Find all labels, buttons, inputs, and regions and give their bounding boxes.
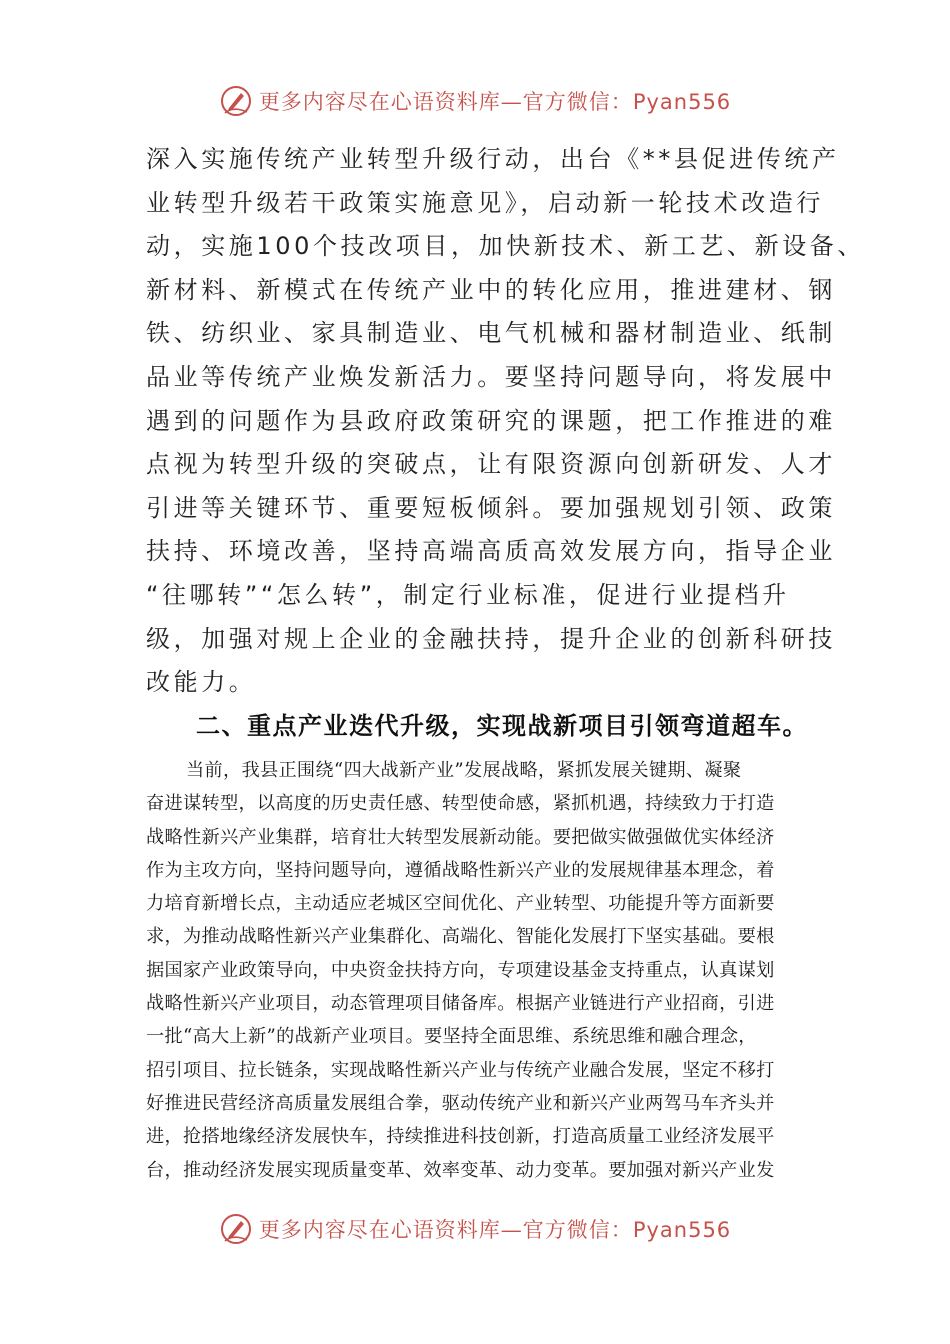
text-line: 奋进谋转型，以高度的历史责任感、转型使命感，紧抓机遇，持续致力于打造 — [146, 793, 775, 815]
text-line: 进，抢搭地缘经济发展快车，持续推进科技创新，打造高质量工业经济发展平 — [146, 1126, 775, 1148]
watermark-text: 更多内容尽在心语资料库—官方微信：Pyan556 — [258, 1218, 732, 1242]
text-line: 品业等传统产业焕发新活力。要坚持问题导向，将发展中 — [146, 362, 836, 391]
text-line: 级，加强对规上企业的金融扶持，提升企业的创新科研技 — [146, 624, 836, 653]
text-line: 求，为推动战略性新兴产业集群化、高端化、智能化发展打下坚实基础。要根 — [146, 926, 775, 948]
watermark-handle: Pyan556 — [632, 1218, 732, 1242]
text-line: 遇到的问题作为县政府政策研究的课题，把工作推进的难 — [146, 406, 836, 435]
paragraph-emerging-industry — [146, 754, 806, 1187]
text-line: 动，实施100个技改项目，加快新技术、新工艺、新设备、 — [146, 232, 866, 261]
pen-nib-circle-icon — [219, 84, 253, 118]
footer-watermark — [0, 1212, 950, 1246]
text-line: 据国家产业政策导向，中央资金扶持方向，专项建设基金支持重点，认真谋划 — [146, 959, 775, 981]
section-heading: 二、重点产业迭代升级，实现战新项目引领弯道超车。 — [196, 712, 808, 740]
text-line: 铁、纺织业、家具制造业、电气机械和器材制造业、纸制 — [146, 319, 836, 348]
header-watermark — [0, 84, 950, 118]
text-line: 战略性新兴产业项目，动态管理项目储备库。根据产业链进行产业招商，引进 — [146, 993, 775, 1015]
text-line: 一批“高大上新”的战新产业项目。要坚持全面思维、系统思维和融合理念， — [146, 1026, 757, 1048]
text-line: 作为主攻方向，坚持问题导向，遵循战略性新兴产业的发展规律基本理念，着 — [146, 859, 775, 881]
watermark-text: 更多内容尽在心语资料库—官方微信：Pyan556 — [258, 90, 732, 114]
text-line: 台，推动经济发展实现质量变革、效率变革、动力变革。要加强对新兴产业发 — [146, 1159, 775, 1181]
pen-nib-circle-icon — [219, 1212, 253, 1246]
text-line: 扶持、环境改善，坚持高端高质高效发展方向，指导企业 — [146, 537, 836, 566]
text-line: 业转型升级若干政策实施意见》，启动新一轮技术改造行 — [146, 188, 824, 217]
text-line: 战略性新兴产业集群，培育壮大转型发展新动能。要把做实做强做优实体经济 — [146, 826, 775, 848]
text-line: “往哪转”“怎么转”，制定行业标准，促进行业提档升 — [146, 580, 790, 609]
text-line: 深入实施传统产业转型升级行动，出台《**县促进传统产 — [146, 145, 840, 173]
paragraph-traditional-industry — [146, 138, 866, 705]
text-line: 力培育新增长点，主动适应老城区空间优化、产业转型、功能提升等方面新要 — [146, 893, 775, 915]
watermark-handle: Pyan556 — [632, 90, 732, 114]
text-line: 引进等关键环节、重要短板倾斜。要加强规划引领、政策 — [146, 493, 836, 522]
text-line: 点视为转型升级的突破点，让有限资源向创新研发、人才 — [146, 450, 836, 479]
text-line: 改能力。 — [146, 668, 257, 697]
text-line: 好推进民营经济高质量发展组合拳，驱动传统产业和新兴产业两驾马车齐头并 — [146, 1092, 775, 1114]
text-line: 新材料、新模式在传统产业中的转化应用，推进建材、钢 — [146, 275, 836, 304]
text-line: 当前，我县正围绕“四大战新产业”发展战略，紧抓发展关键期、凝聚 — [186, 760, 742, 781]
text-line: 招引项目、拉长链条，实现战略性新兴产业与传统产业融合发展，坚定不移打 — [146, 1059, 775, 1081]
